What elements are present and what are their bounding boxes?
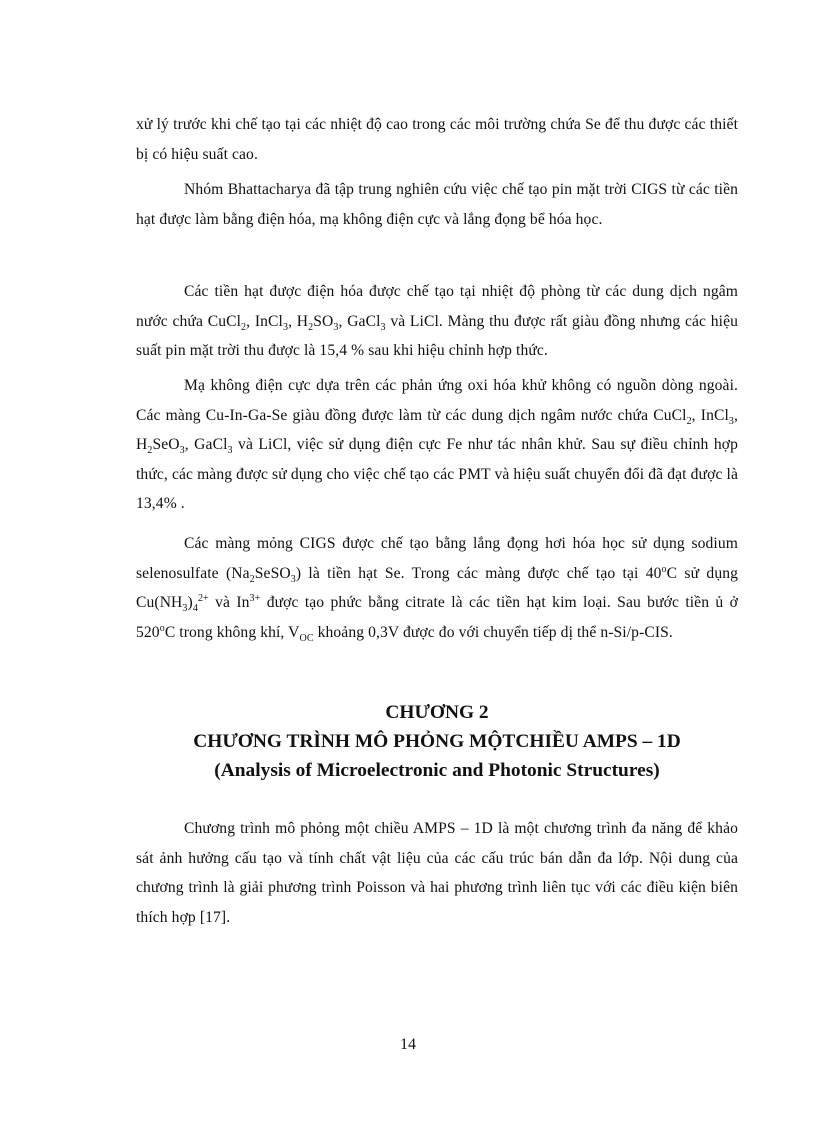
paragraph-electrodeposition [136, 277, 738, 366]
page-number: 14 [400, 1036, 416, 1053]
paragraph-electroless [136, 371, 738, 519]
paragraph-continuation [136, 110, 738, 169]
chapter-subtitle: (Analysis of Microelectronic and Photonic Structures) [214, 760, 660, 781]
chapter-title: CHƯƠNG TRÌNH MÔ PHỎNG MỘTCHIỀU AMPS – 1D [193, 731, 681, 752]
paragraph-text: Chương trình mô phỏng một chiều AMPS – 1D là một chương trình đa năng để khảo sát ảnh hưởng cấu tạo và tính chất vật liệu của các cấu trúc bán dẫn đa lớp. Nội dung của chương trình là giải phương trình Poisson và hai phương trình liên tục với các điều kiện biên thích hợp [17]. [136, 820, 738, 926]
paragraph-text: Nhóm Bhattacharya đã tập trung nghiên cứu việc chế tạo pin mặt trời CIGS từ các tiền hạt được làm bằng điện hóa, mạ không điện cực và lắng đọng bể hóa học. [136, 181, 738, 228]
paragraph-chemical-bath [136, 529, 738, 647]
chapter-heading [136, 698, 738, 785]
chapter-number: CHƯƠNG 2 [385, 702, 489, 723]
paragraph-amps-intro [136, 814, 738, 932]
paragraph-text: Các màng mỏng CIGS được chế tạo bằng lắng đọng hơi hóa học sử dụng sodium selenosulfate $(Na_2SeSO_3)$ là tiền hạt Se. Trong các màng được chế tạo tại 40$^o$C sử dụng $Cu(NH_3)_4^{2+}$ và $In^{3+}$ được tạo phức bằng citrate là các tiền hạt kim loại. Sau bước tiền ủ ở 520$^o$C trong không khí, $V_{OC}$ khoảng 0,3V được đo với chuyển tiếp dị thể n-Si/p-CIS. [136, 535, 739, 644]
paragraph-bhattacharya [136, 175, 738, 234]
paragraph-text: Các tiền hạt được điện hóa được chế tạo tại nhiệt độ phòng từ các dung dịch ngâm nước chứa CuCl$_2$, InCl$_3$, $H_2SO_3$, GaCl$_3$ và LiCl. Màng thu được rất giàu đồng nhưng các hiệu suất pin mặt trời thu được là 15,4 % sau khi hiệu chỉnh hợp thức. [136, 283, 739, 360]
paragraph-text: xử lý trước khi chế tạo tại các nhiệt độ cao trong các môi trường chứa Se để thu được các thiết bị có hiệu suất cao. [136, 116, 738, 163]
paragraph-text: Mạ không điện cực dựa trên các phản ứng oxi hóa khử không có nguồn dòng ngoài. Các màng Cu-In-Ga-Se giàu đồng được làm từ các dung dịch ngâm nước chứa CuCl$_2$, InCl$_3$, $H_2SeO_3$, GaCl$_3$ và LiCl, việc sử dụng điện cực Fe như tác nhân khử. Sau sự điều chỉnh hợp thức, các màng được sử dụng cho việc chế tạo các PMT và hiệu suất chuyển đổi đã đạt được là 13,4% . [136, 377, 739, 513]
